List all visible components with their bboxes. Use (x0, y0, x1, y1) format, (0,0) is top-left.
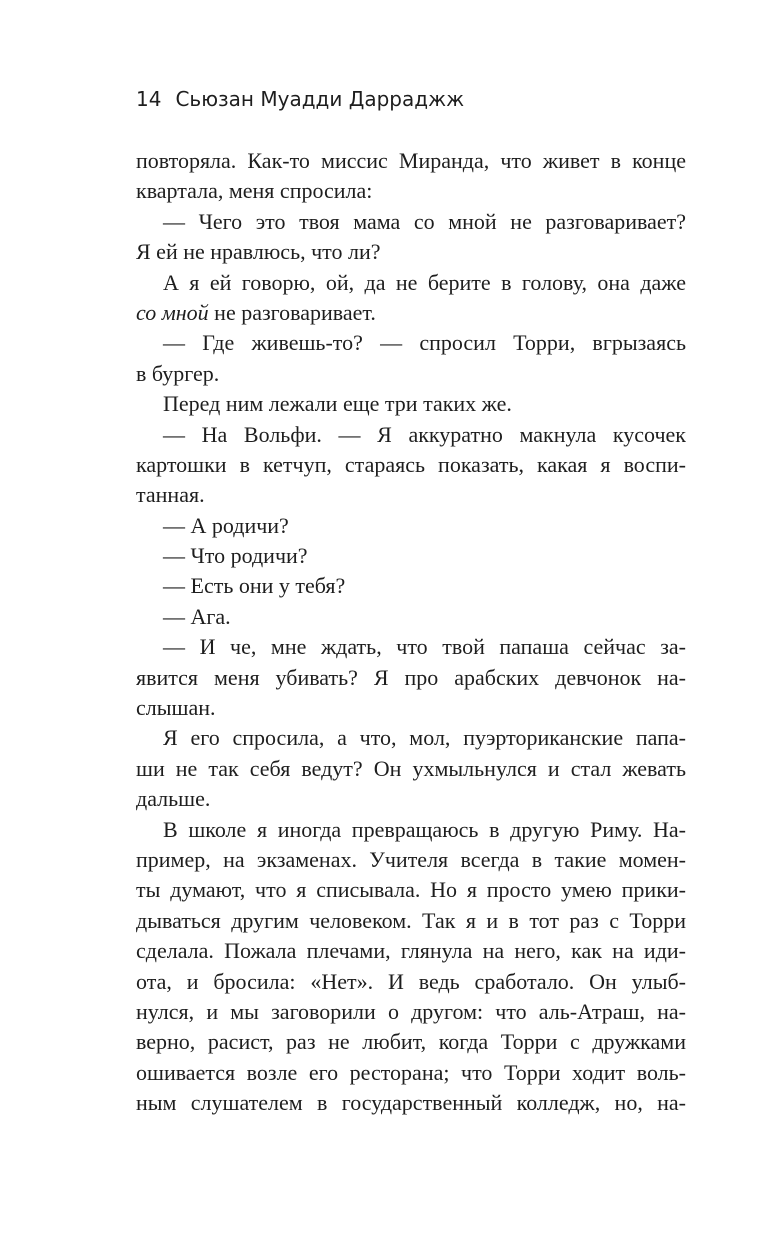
text-line: — А родичи? (163, 512, 289, 538)
text-line: В школе я иногда превращаюсь в другую Риму. На- (163, 816, 686, 842)
text-line: — Где живешь-то? — спросил Торри, вгрызаясь (163, 330, 686, 356)
text-line: ным слушателем в государственный колледж, но, на- (136, 1090, 686, 1116)
text-line: Я ей не нравлюсь, что ли? (136, 239, 381, 265)
text-line: Я его спросила, а что, мол, пуэрториканские папа- (163, 725, 686, 751)
text-line: — На Вольфи. — Я аккуратно макнула кусочек (163, 421, 686, 447)
text-line: — Чего это твоя мама со мной не разговаривает? (163, 208, 686, 234)
page-number: 14 (136, 87, 162, 111)
text-line: Перед ним лежали еще три таких же. (163, 391, 512, 417)
text-line: сделала. Пожала плечами, глянула на него, как на иди- (136, 938, 686, 964)
text-line: танная. (136, 482, 205, 508)
text-line: — Ага. (163, 603, 231, 629)
text-line: — И че, мне ждать, что твой папаша сейчас за- (163, 634, 686, 660)
text-line: нулся, и мы заговорили о другом: что аль-Атраш, на- (136, 998, 686, 1024)
author-name: Сьюзан Муадди Дарраджж (175, 87, 465, 111)
body-text (136, 146, 686, 1119)
running-head (136, 84, 464, 114)
text-line: явится меня убивать? Я про арабских девчонок на- (136, 664, 686, 690)
text-line: пример, на экзаменах. Учителя всегда в такие момен- (136, 846, 686, 872)
text-line: А я ей говорю, ой, да не берите в голову, она даже (163, 269, 686, 295)
text-line (136, 298, 686, 328)
text-line: слышан. (136, 695, 216, 721)
text-line: — Что родичи? (163, 543, 308, 569)
text-line: дываться другим человеком. Так я и в тот раз с Торри (136, 907, 686, 933)
italic-phrase: со мной (136, 299, 209, 325)
text-line: картошки в кетчуп, стараясь показать, какая я воспи- (136, 451, 686, 477)
text-line: дальше. (136, 786, 211, 812)
text-line: — Есть они у тебя? (163, 573, 346, 599)
text-line: ота, и бросила: «Нет». И ведь сработало. Он улыб- (136, 968, 686, 994)
text-line: ши не так себя ведут? Он ухмыльнулся и стал жевать (136, 755, 686, 781)
text-line: ты думают, что я списывала. Но я просто умею прики- (136, 877, 686, 903)
text-line: в бургер. (136, 360, 220, 386)
text-line: верно, расист, раз не любит, когда Торри с дружками (136, 1029, 686, 1055)
text-line: повторяла. Как-то миссис Миранда, что живет в конце (136, 148, 686, 173)
text-run: не разговаривает. (208, 299, 376, 325)
text-line: квартала, меня спросила: (136, 178, 373, 204)
text-line: ошивается возле его ресторана; что Торри ходит воль- (136, 1059, 686, 1085)
